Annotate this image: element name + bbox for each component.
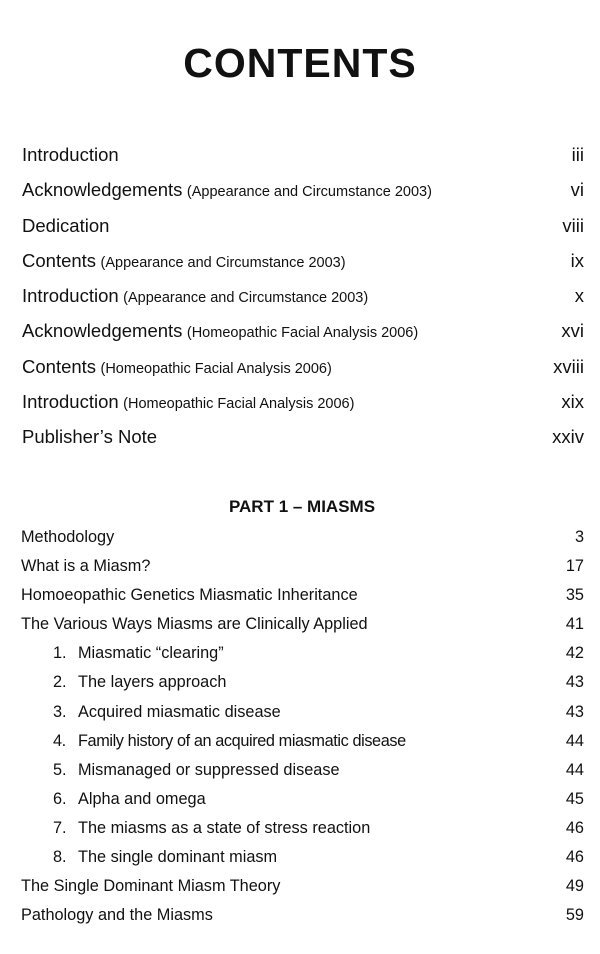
toc-entry-label: Acknowledgements (Homeopathic Facial Analysis 2006) <box>22 320 419 342</box>
toc-entry-source: (Homeopathic Facial Analysis 2006) <box>123 396 355 413</box>
toc-entry-label: Acknowledgements (Appearance and Circumstance 2003) <box>22 179 432 201</box>
toc-subentry-text <box>53 761 340 780</box>
toc-entry-number: 4. <box>53 731 66 750</box>
toc-page-number: ix <box>570 249 584 271</box>
page-title: CONTENTS <box>183 40 417 86</box>
toc-entry-label: Introduction (Homeopathic Facial Analysis 2006) <box>22 391 355 413</box>
toc-page-number: 45 <box>565 789 584 808</box>
toc-subentry <box>21 703 584 732</box>
toc-subentry-text <box>53 644 224 663</box>
toc-entry <box>21 557 584 586</box>
toc-subentry-text <box>53 819 370 838</box>
toc-page-number: x <box>574 285 584 307</box>
toc-subentry <box>21 673 584 702</box>
toc-page-number: 46 <box>565 848 584 867</box>
toc-entry-label: The miasms as a state of stress reaction <box>78 818 371 837</box>
toc-entry-label: Family history of an acquired miasmatic disease <box>78 731 406 750</box>
toc-page-number: 35 <box>565 586 584 605</box>
part-heading: PART 1 – MIASMS <box>228 497 376 516</box>
toc-entry <box>22 250 584 285</box>
toc-entry-source: (Homeopathic Facial Analysis 2006) <box>100 360 332 377</box>
toc-page-number: vi <box>570 179 584 201</box>
toc-entry <box>22 426 584 461</box>
toc-entry <box>21 615 584 644</box>
toc-page-number: 3 <box>574 528 584 546</box>
toc-entry-label: The Various Ways Miasms are Clinically Applied <box>21 615 368 634</box>
toc-entry <box>22 144 584 179</box>
toc-entry <box>22 391 584 426</box>
toc-entry-label: Contents (Appearance and Circumstance 2003) <box>22 249 346 271</box>
toc-page-number: viii <box>562 214 584 236</box>
toc-entry <box>22 215 584 250</box>
toc-subentry-text <box>53 673 226 692</box>
toc-subentry <box>21 644 584 673</box>
toc-entry <box>22 356 584 391</box>
toc-page-number: xix <box>561 391 584 413</box>
part1-list <box>21 528 584 935</box>
toc-page-number: 49 <box>565 877 584 896</box>
toc-entry <box>21 877 584 906</box>
toc-subentry <box>21 819 584 848</box>
toc-page-number: 43 <box>565 702 584 721</box>
toc-subentry <box>21 848 584 877</box>
toc-entry-source: (Homeopathic Facial Analysis 2006) <box>186 325 419 342</box>
toc-entry <box>22 179 584 214</box>
toc-entry-number: 7. <box>53 818 67 837</box>
toc-entry-label: Methodology <box>21 528 115 546</box>
toc-entry-label: Homoeopathic Genetics Miasmatic Inheritance <box>21 586 358 605</box>
toc-subentry-text <box>53 848 277 867</box>
toc-page-number: 44 <box>565 760 584 779</box>
toc-entry <box>22 285 584 320</box>
toc-subentry-text <box>53 790 206 809</box>
toc-entry-source: (Appearance and Circumstance 2003) <box>100 254 346 271</box>
toc-entry-number: 8. <box>53 848 67 867</box>
toc-entry-label: Dedication <box>22 214 110 236</box>
toc-entry-label: Introduction <box>22 144 119 165</box>
toc-entry-number: 6. <box>53 789 67 808</box>
toc-subentry <box>21 790 584 819</box>
toc-entry-label: Publisher’s Note <box>22 426 158 448</box>
toc-entry <box>21 528 584 557</box>
toc-page-number: 46 <box>565 818 584 837</box>
toc-subentry-text <box>53 703 281 722</box>
toc-page-number: xvi <box>561 320 584 342</box>
toc-page-number: xxiv <box>552 426 584 448</box>
toc-entry-label: Miasmatic “clearing” <box>78 644 224 663</box>
toc-page-number: 17 <box>565 557 584 576</box>
toc-page-number: xviii <box>553 355 584 377</box>
toc-entry-number: 3. <box>53 702 67 721</box>
toc-page-number: iii <box>571 144 584 165</box>
toc-entry <box>21 906 584 935</box>
toc-entry-number: 5. <box>53 760 67 779</box>
toc-page-number: 44 <box>565 731 584 750</box>
toc-subentry-text <box>53 732 406 751</box>
toc-page-number: 43 <box>565 673 584 692</box>
toc-entry-label: Alpha and omega <box>78 789 206 808</box>
toc-entry-label: The Single Dominant Miasm Theory <box>21 877 281 896</box>
toc-entry-label: The layers approach <box>78 673 227 692</box>
toc-entry-number: 1. <box>53 644 67 663</box>
toc-entry-label: Introduction (Appearance and Circumstance 2003) <box>22 285 369 307</box>
toc-entry-number: 2. <box>53 673 67 692</box>
toc-entry <box>21 586 584 615</box>
toc-entry-label: What is a Miasm? <box>21 557 151 576</box>
front-matter-list <box>22 144 584 462</box>
toc-entry-source: (Appearance and Circumstance 2003) <box>123 290 369 307</box>
toc-entry-label: The single dominant miasm <box>78 848 278 867</box>
toc-entry-label: Acquired miasmatic disease <box>78 702 281 721</box>
toc-entry-label: Mismanaged or suppressed disease <box>78 760 340 779</box>
toc-page-number: 41 <box>565 615 584 634</box>
toc-subentry <box>21 732 584 761</box>
toc-entry-source: (Appearance and Circumstance 2003) <box>186 184 432 201</box>
toc-entry-label: Pathology and the Miasms <box>21 906 213 925</box>
toc-subentry <box>21 761 584 790</box>
toc-entry-label: Contents (Homeopathic Facial Analysis 2006) <box>22 355 332 377</box>
toc-page-number: 59 <box>565 906 584 925</box>
toc-entry <box>22 320 584 355</box>
toc-page-number: 42 <box>565 644 584 663</box>
